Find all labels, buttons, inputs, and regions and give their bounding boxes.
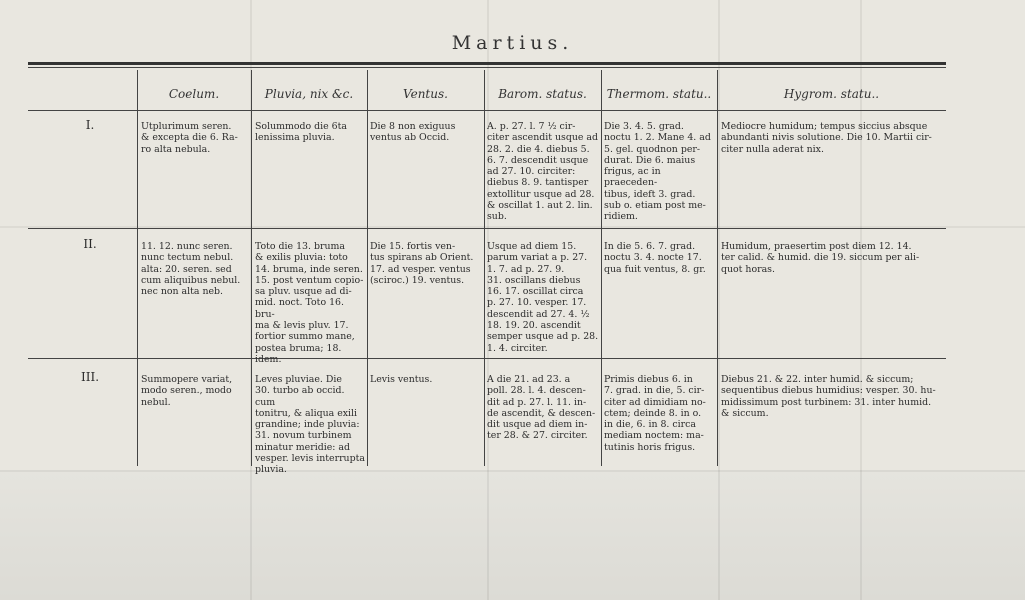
top-rule-thin xyxy=(28,67,946,68)
cell-coelum: Summopere variat, modo seren., modo nebul. xyxy=(141,374,233,408)
header-hygrom: Hygrom. statu.. xyxy=(783,87,880,101)
cell-pluvia: Solummodo die 6ta lenissima pluvia. xyxy=(255,121,348,144)
header-thermom: Thermom. statu.. xyxy=(606,87,712,101)
row-number: I. xyxy=(85,118,95,132)
cell-barom: Usque ad diem 15. parum variat a p. 27. 1. 7. ad p. 27. 9. 31. oscillans diebus 16. 17. oscillat circa p. 27. 10. vesper. 17. descendit ad 27. 4. ½ 18. 19. 20. ascendit semper usque ad p. 28. 1. 4. circiter. xyxy=(487,241,599,354)
header-rule xyxy=(28,110,946,111)
column-line xyxy=(601,70,602,466)
cell-barom: A. p. 27. l. 7 ½ cir- citer ascendit usque ad 28. 2. die 4. diebus 5. 6. 7. descendit usque ad 27. 10. circiter: diebus 8. 9. tantisper extollitur usque ad 28. & oscillat 1. aut 2. lin. sub. xyxy=(487,121,599,223)
header-barom: Barom. status. xyxy=(498,87,587,101)
row-number: III. xyxy=(80,370,100,384)
column-line xyxy=(484,70,485,466)
column-line xyxy=(717,70,718,466)
row-number: II. xyxy=(83,237,97,251)
cell-hygrom: Diebus 21. & 22. inter humid. & siccum; sequentibus diebus humidius: vesper. 30. hu- midissimum post turbinem: 31. inter humid. & siccum. xyxy=(721,374,936,419)
header-ventus: Ventus. xyxy=(403,87,448,101)
cell-thermom: In die 5. 6. 7. grad. noctu 3. 4. nocte 17. qua fuit ventus, 8. gr. xyxy=(604,241,706,275)
cell-thermom: Primis diebus 6. in 7. grad. in die, 5. cir- citer ad dimidiam no- ctem; deinde 8. in o. in die, 6. in 8. circa mediam noctem: ma- tutinis horis frigus. xyxy=(604,374,706,453)
column-line xyxy=(137,70,138,466)
cell-coelum: Utplurimum seren. & excepta die 6. Ra- ro alta nebula. xyxy=(141,121,238,155)
cell-coelum: 11. 12. nunc seren. nunc tectum nebul. alta: 20. seren. sed cum aliquibus nebul. nec non alta neb. xyxy=(141,241,241,298)
paper-bottom-shade xyxy=(0,470,1025,600)
cell-hygrom: Mediocre humidum; tempus siccius absque abundanti nivis solutione. Die 10. Martii cir- citer nulla aderat nix. xyxy=(721,121,932,155)
page-title: Martius. xyxy=(451,32,574,54)
paper-fold xyxy=(0,470,1025,472)
cell-barom: A die 21. ad 23. a poll. 28. l. 4. descen- dit ad p. 27. l. 11. in- de ascendit, & descen- dit usque ad diem in- ter 28. & 27. circiter. xyxy=(487,374,596,442)
header-coelum: Coelum. xyxy=(168,87,220,101)
cell-thermom: Die 3. 4. 5. grad. noctu 1. 2. Mane 4. ad 5. gel. quodnon per- durat. Die 6. maius frigus, ac in praeceden- tibus, ideft 3. grad. sub o. etiam post me- ridiem. xyxy=(604,121,711,223)
row-divider xyxy=(28,358,946,359)
header-pluvia: Pluvia, nix &c. xyxy=(264,87,354,101)
cell-ventus: Levis ventus. xyxy=(370,374,433,385)
column-line xyxy=(367,70,368,466)
row-divider xyxy=(28,228,946,229)
top-rule xyxy=(28,62,946,65)
cell-hygrom: Humidum, praesertim post diem 12. 14. ter calid. & humid. die 19. siccum per ali- quot horas. xyxy=(721,241,920,275)
cell-ventus: Die 8 non exiguus ventus ab Occid. xyxy=(370,121,456,144)
cell-ventus: Die 15. fortis ven- tus spirans ab Orient. 17. ad vesper. ventus (sciroc.) 19. ventus. xyxy=(370,241,474,286)
column-line xyxy=(251,70,252,466)
cell-pluvia: Leves pluviae. Die 30. turbo ab occid. cum tonitru, & aliqua exili grandine; inde pluvia: 31. novum turbinem minatur meridie: ad vesper. levis interrupta pluvia. xyxy=(255,374,365,476)
cell-pluvia: Toto die 13. bruma & exilis pluvia: toto 14. bruma, inde seren. 15. post ventum copio- sa pluv. usque ad di- mid. noct. Toto 16. bru- ma & levis pluv. 17. fortior summo mane, postea bruma; 18. idem. xyxy=(255,241,364,365)
